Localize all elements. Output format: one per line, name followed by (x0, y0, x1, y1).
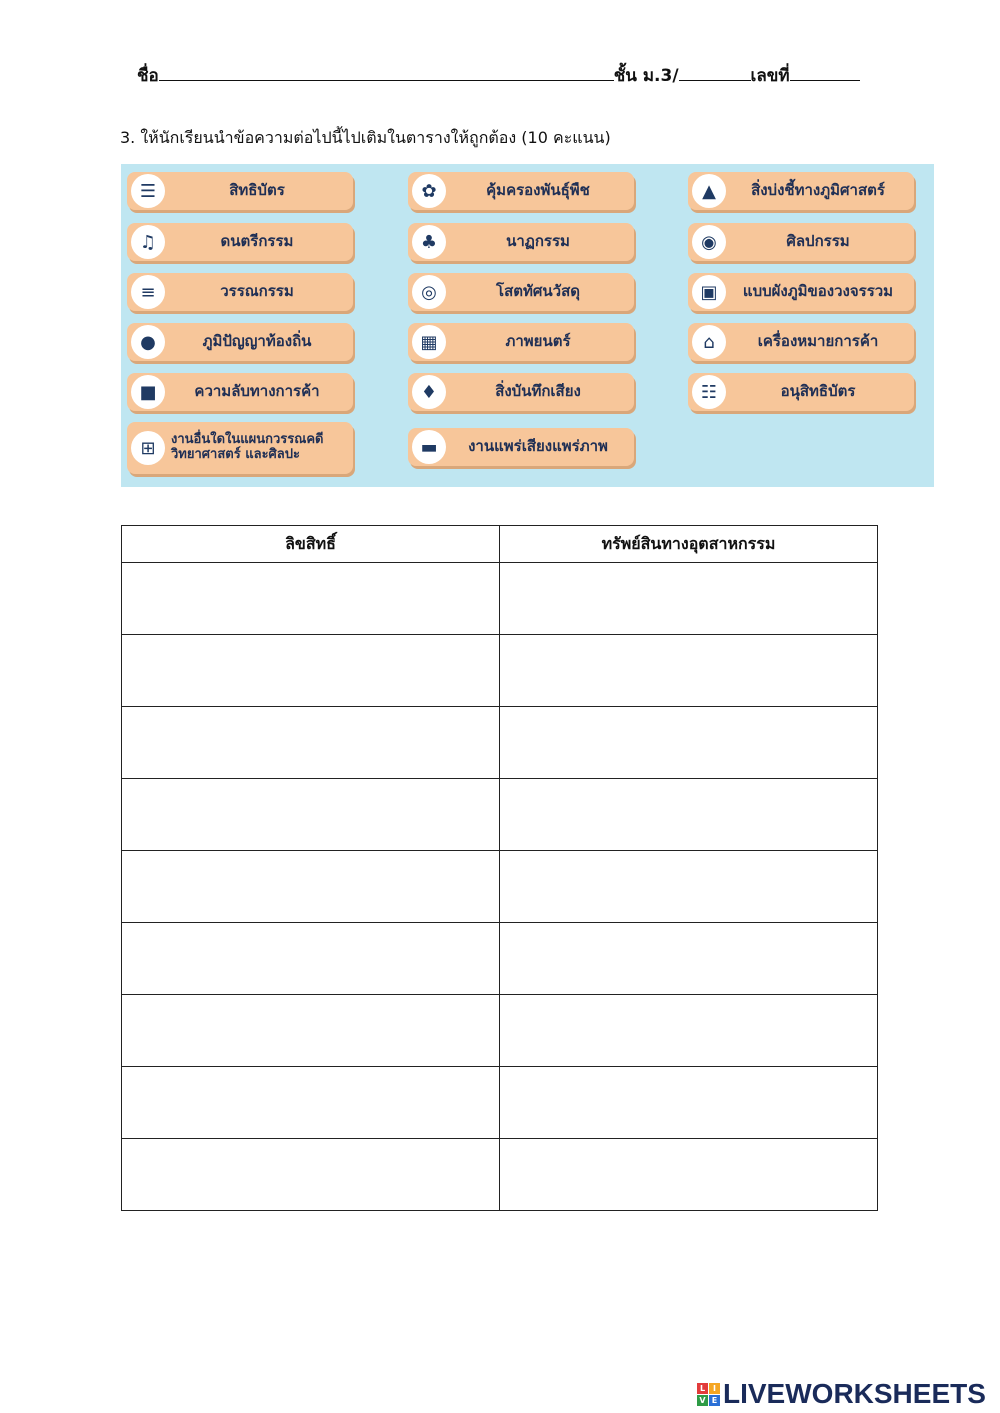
table-row (122, 779, 878, 851)
folder-icon: ■ (131, 375, 165, 409)
word-card[interactable] (127, 373, 353, 411)
books-icon: ≡ (131, 275, 165, 309)
word-card-label: ศิลปกรรม (786, 232, 850, 251)
copyright-cell[interactable] (122, 1139, 500, 1211)
industrial-property-cell[interactable] (500, 635, 878, 707)
word-card-label: วรรณกรรม (220, 282, 294, 301)
word-card[interactable] (688, 373, 914, 411)
word-card[interactable] (408, 172, 634, 210)
industrial-property-cell[interactable] (500, 851, 878, 923)
logo-squares: L I V E (697, 1383, 720, 1406)
copyright-cell[interactable] (122, 851, 500, 923)
word-card-label: ภาพยนตร์ (505, 332, 571, 351)
word-card[interactable] (688, 323, 914, 361)
music-note-icon: ♫ (131, 225, 165, 259)
shop-icon: ⌂ (692, 325, 726, 359)
chip-icon: ▣ (692, 275, 726, 309)
word-card-label: สิ่งบันทึกเสียง (495, 382, 581, 401)
word-card[interactable] (127, 422, 353, 474)
name-label: ชื่อ (137, 66, 159, 86)
word-card-label: อนุสิทธิบัตร (780, 382, 856, 401)
copyright-cell[interactable] (122, 707, 500, 779)
mountain-icon: ▲ (692, 174, 726, 208)
palette-icon: ◉ (692, 225, 726, 259)
table-row (122, 1139, 878, 1211)
table-row (122, 1067, 878, 1139)
word-card-label: งานแพร่เสียงแพร่ภาพ (468, 437, 608, 456)
copyright-cell[interactable] (122, 995, 500, 1067)
word-card[interactable] (408, 428, 634, 466)
industrial-property-header: ทรัพย์สินทางอุตสาหกรรม (500, 526, 878, 563)
word-card[interactable] (127, 323, 353, 361)
table-row (122, 923, 878, 995)
industrial-property-cell[interactable] (500, 1139, 878, 1211)
answer-table (121, 525, 878, 1211)
microphone-icon: ♦ (412, 375, 446, 409)
word-card-label: ความลับทางการค้า (194, 382, 320, 401)
word-card-label: นาฏกรรม (506, 232, 570, 251)
word-card-label: งานอื่นใดในแผนกวรรณคดี วิทยาศาสตร์ และศิลปะ (171, 432, 324, 462)
class-blank (679, 66, 751, 81)
dancer-icon: ♣ (412, 225, 446, 259)
number-label: เลขที่ (750, 66, 790, 86)
industrial-property-cell[interactable] (500, 707, 878, 779)
table-row (122, 563, 878, 635)
word-card-label: สิทธิบัตร (229, 181, 285, 200)
word-bank (121, 164, 934, 487)
word-card[interactable] (688, 273, 914, 311)
word-card-label: แบบผังภูมิของวงจรรวม (742, 282, 894, 301)
word-card-label: ดนตรีกรรม (220, 232, 294, 251)
name-blank (159, 66, 614, 81)
instruction-text: 3. ให้นักเรียนนำข้อความต่อไปนี้ไปเติมในตารางให้ถูกต้อง (10 คะแนน) (120, 128, 611, 147)
industrial-property-cell[interactable] (500, 1067, 878, 1139)
copyright-cell[interactable] (122, 779, 500, 851)
word-card-label: คุ้มครองพันธุ์พืช (486, 181, 590, 200)
class-label: ชั้น ม.3/ (613, 66, 679, 86)
word-card[interactable] (688, 172, 914, 210)
word-card[interactable] (688, 223, 914, 261)
word-card-label: สิ่งบ่งชี้ทางภูมิศาสตร์ (751, 181, 885, 200)
industrial-property-cell[interactable] (500, 923, 878, 995)
word-card[interactable] (408, 223, 634, 261)
presentation-icon: ⊞ (131, 431, 165, 465)
liveworksheets-logo (697, 1378, 986, 1410)
word-card[interactable] (408, 273, 634, 311)
industrial-property-cell[interactable] (500, 563, 878, 635)
logo-text: LIVEWORKSHEETS (723, 1378, 986, 1409)
table-row (122, 707, 878, 779)
industrial-property-cell[interactable] (500, 779, 878, 851)
word-card-label: โสตทัศนวัสดุ (496, 282, 580, 301)
film-reel-icon: ◎ (412, 275, 446, 309)
industrial-property-cell[interactable] (500, 995, 878, 1067)
copyright-cell[interactable] (122, 1067, 500, 1139)
word-card[interactable] (408, 373, 634, 411)
word-card-label: ภูมิปัญญาท้องถิ่น (202, 332, 312, 351)
word-card-label: เครื่องหมายการค้า (757, 332, 879, 351)
table-row (122, 635, 878, 707)
word-card[interactable] (127, 172, 353, 210)
word-card[interactable] (127, 223, 353, 261)
document-icon: ☷ (692, 375, 726, 409)
film-strip-icon: ▦ (412, 325, 446, 359)
number-blank (790, 66, 860, 81)
copyright-cell[interactable] (122, 635, 500, 707)
pot-icon: ● (131, 325, 165, 359)
copyright-header: ลิขสิทธิ์ (122, 526, 500, 563)
plant-hand-icon: ✿ (412, 174, 446, 208)
table-row (122, 851, 878, 923)
word-card[interactable] (127, 273, 353, 311)
list-icon: ☰ (131, 174, 165, 208)
table-row (122, 995, 878, 1067)
student-info-line (137, 62, 860, 89)
copyright-cell[interactable] (122, 923, 500, 995)
audience-icon: ▬ (412, 430, 446, 464)
word-card[interactable] (408, 323, 634, 361)
copyright-cell[interactable] (122, 563, 500, 635)
